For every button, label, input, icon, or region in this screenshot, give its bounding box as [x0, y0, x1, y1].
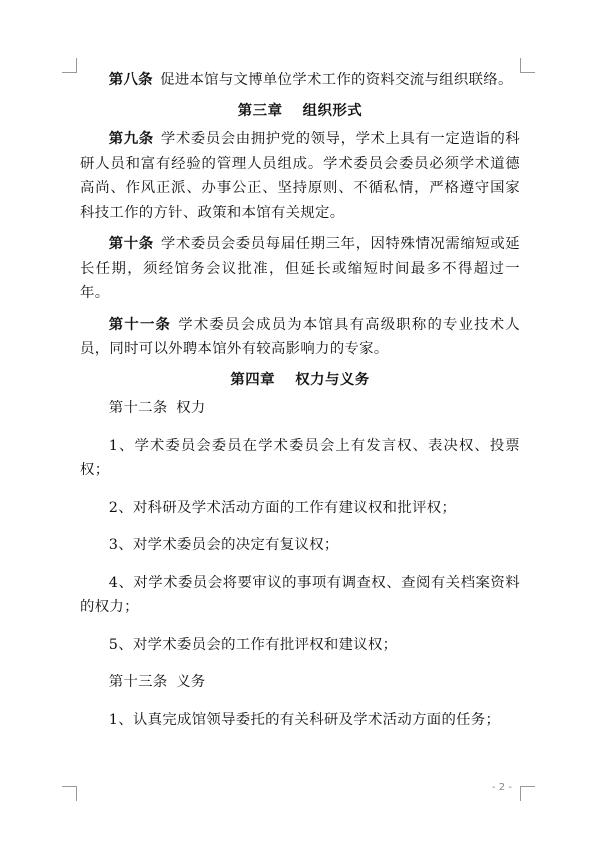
- article-text: 权力: [176, 400, 206, 416]
- chapter-4-heading: [80, 368, 520, 393]
- duty-item-1: 1、认真完成馆领导委托的有关科研及学术活动方面的任务；: [108, 711, 501, 728]
- right-item-5: 5、对学术委员会的工作有批评权和建议权；: [108, 636, 398, 653]
- chapter-number: 第三章: [237, 102, 283, 119]
- article-text: 促进本馆与文博单位学术工作的资料交流与组织联络。: [160, 72, 513, 88]
- chapter-3-heading: [80, 99, 520, 124]
- crop-mark-bottom-left: [62, 786, 77, 801]
- article-text: 学术委员会成员为本馆具有高级职称的专业技术人员，同时可以外聘本馆外有较高影响力的专家。: [80, 316, 520, 357]
- article-label: 第九条: [108, 131, 154, 147]
- right-item-3: 3、对学术委员会的决定有复议权；: [108, 537, 339, 553]
- article-10: [80, 232, 520, 306]
- article-label: 第十条: [108, 236, 154, 252]
- article-8: [80, 68, 520, 93]
- article-13: [80, 670, 520, 695]
- article-label: 第八条: [108, 72, 153, 88]
- chapter-title: 组织形式: [302, 102, 363, 119]
- article-text: 学术委员会委员每届任期三年，因特殊情况需缩短或延长任期，须经馆务会议批准，但延长或缩短时间最多不得超过一年。: [80, 236, 520, 301]
- chapter-number: 第四章: [230, 371, 276, 388]
- article-11: [80, 313, 520, 362]
- right-item-1: 1、学术委员会委员在学术委员会上有发言权、表决权、投票权；: [80, 437, 520, 478]
- crop-mark-top-left: [62, 58, 77, 73]
- page-number: - 2 -: [492, 782, 512, 793]
- article-text: 学术委员会由拥护党的领导，学术上具有一定造诣的科研人员和富有经验的管理人员组成。学术委员会委员必须学术道德高尚、作风正派、办事公正、坚持原则、不循私情，严格遵守国家科技工作的方针、政策和本馆有关规定。: [80, 131, 520, 221]
- article-9: [80, 127, 520, 225]
- article-label: 第十二条: [108, 400, 168, 416]
- chapter-title: 权力与义务: [295, 371, 370, 388]
- crop-mark-bottom-right: [520, 786, 535, 801]
- article-label: 第十一条: [108, 316, 172, 333]
- right-item-4: 4、对学术委员会将要审议的事项有调查权、查阅有关档案资料的权力；: [80, 574, 520, 615]
- article-12: [80, 396, 520, 421]
- right-item-2: 2、对科研及学术活动方面的工作有建议权和批评权；: [108, 499, 457, 516]
- crop-mark-top-right: [520, 58, 535, 73]
- document-body: [80, 68, 520, 732]
- article-text: 义务: [176, 674, 206, 690]
- article-label: 第十三条: [108, 674, 168, 690]
